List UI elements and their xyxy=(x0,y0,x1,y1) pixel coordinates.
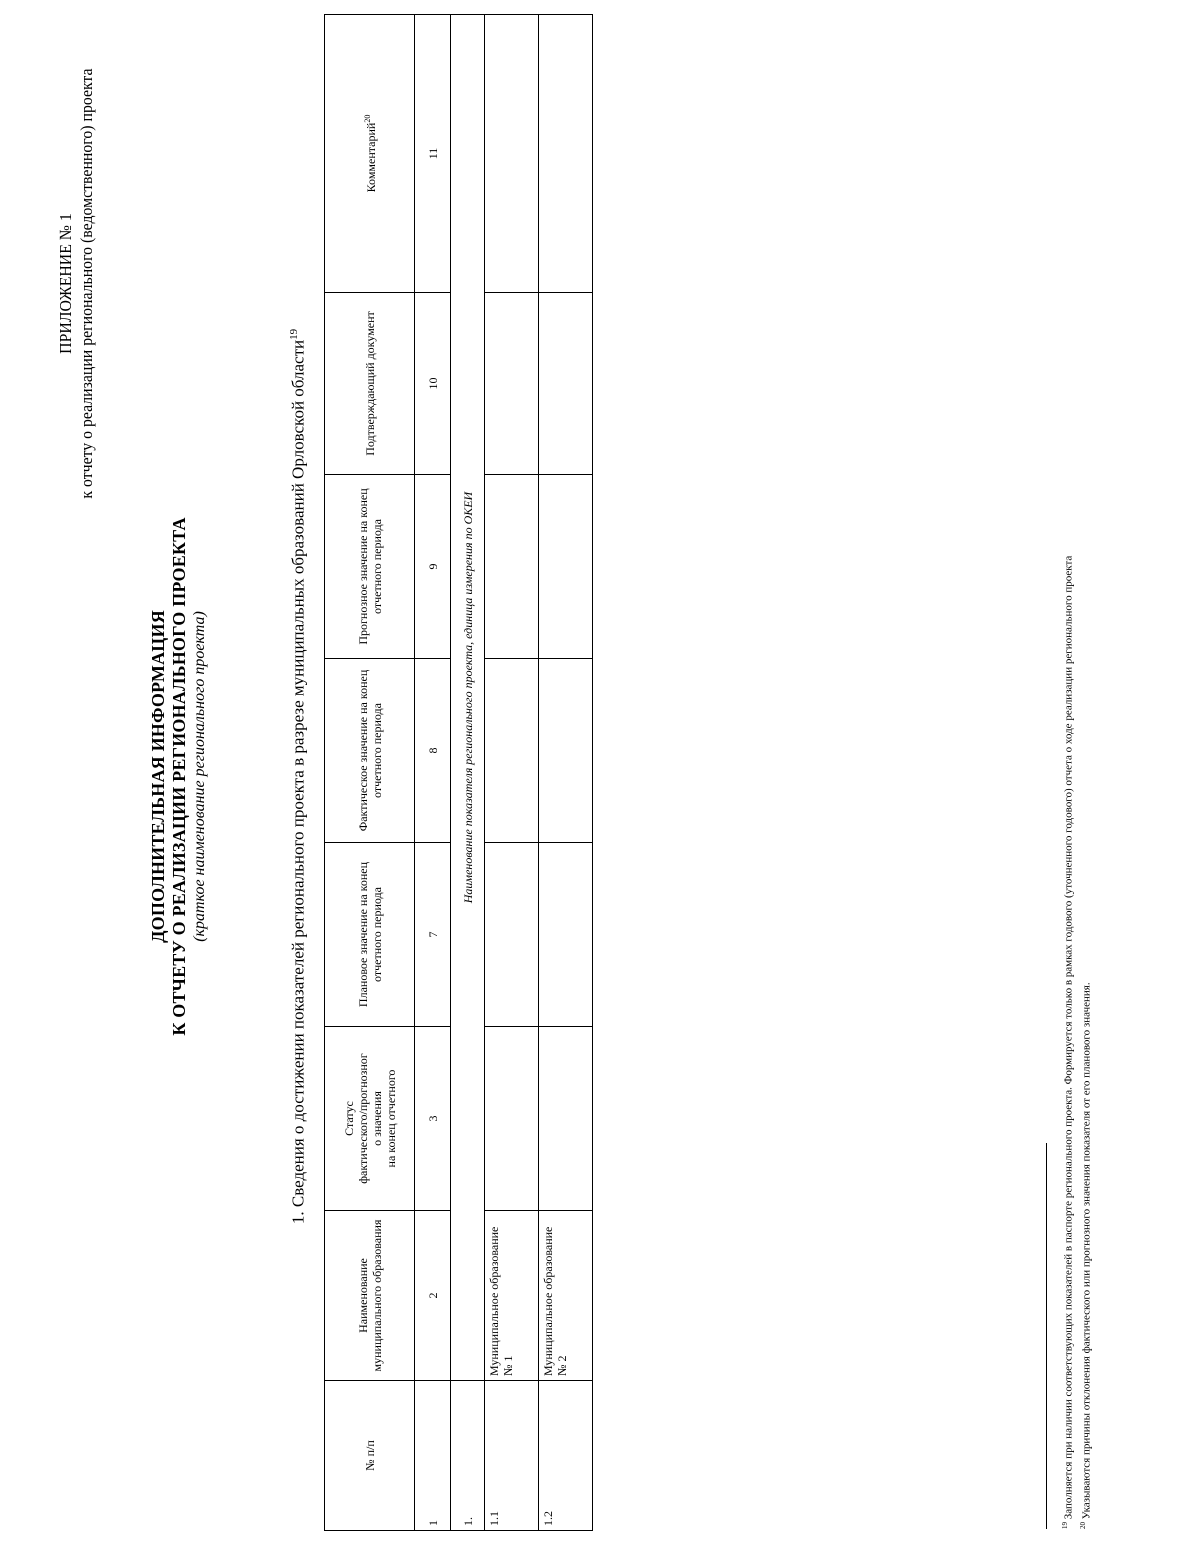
row-planned-cell xyxy=(539,843,593,1027)
column-number: 10 xyxy=(415,293,451,475)
title-line-1: ДОПОЛНИТЕЛЬНАЯ ИНФОРМАЦИЯ xyxy=(148,610,168,943)
column-number: 8 xyxy=(415,659,451,843)
row-comment-cell xyxy=(485,15,539,293)
header-status-line: фактического/прогнозног xyxy=(355,1053,370,1184)
title-placeholder: (краткое наименование регионального проекта) xyxy=(191,611,208,942)
header-status-line: Статус xyxy=(341,1101,356,1136)
column-number: 9 xyxy=(415,475,451,659)
row-document-cell xyxy=(485,293,539,475)
footnote-text: Заполняется при наличии соответствующих показателей в паспорте регионального проекта. Формируется только в рамках годового (уточненного годового) отчета о ходе реализации регионального проекта xyxy=(1062,555,1075,1520)
row-number: 1.2 xyxy=(539,1381,593,1531)
header-comment-text: Комментарий xyxy=(364,122,378,193)
header-status xyxy=(325,1027,415,1211)
row-forecast-cell xyxy=(485,475,539,659)
row-municipality: Муниципальное образование № 1 xyxy=(485,1211,539,1381)
indicator-number: 1. xyxy=(451,1381,485,1531)
header-status-line: на конец отчетного xyxy=(383,1069,398,1168)
section-heading xyxy=(284,0,309,1553)
footnotes xyxy=(1058,556,1093,1529)
row-document-cell xyxy=(539,293,593,475)
appendix-number: ПРИЛОЖЕНИЕ № 1 xyxy=(56,212,75,354)
column-number-row xyxy=(415,15,451,1531)
column-number: 7 xyxy=(415,843,451,1027)
footnote-text: Указываются причины отклонения фактического или прогнозного значения показателя от его планового значения. xyxy=(1080,982,1093,1520)
header-document: Подтверждающий документ xyxy=(325,293,415,475)
indicator-row xyxy=(451,15,485,1531)
row-forecast-cell xyxy=(539,475,593,659)
column-number: 11 xyxy=(415,15,451,293)
title-line-2: К ОТЧЕТУ О РЕАЛИЗАЦИИ РЕГИОНАЛЬНОГО ПРОЕКТА xyxy=(169,517,189,1036)
column-number: 2 xyxy=(415,1211,451,1381)
header-planned-value: Плановое значение на конец отчетного периода xyxy=(325,843,415,1027)
section-heading-text: 1. Сведения о достижении показателей регионального проекта в разрезе муниципальных образований Орловской области xyxy=(288,339,308,1225)
footnote-divider xyxy=(1046,1143,1047,1529)
column-number: 3 xyxy=(415,1027,451,1211)
column-number: 1 xyxy=(415,1381,451,1531)
section-footnote-ref: 19 xyxy=(288,328,300,340)
footnote xyxy=(1058,556,1076,1529)
row-actual-cell xyxy=(539,659,593,843)
header-number: № п/п xyxy=(325,1381,415,1531)
appendix-subtitle: к отчету о реализации регионального (ведомственного) проекта xyxy=(77,68,96,499)
row-actual-cell xyxy=(485,659,539,843)
header-actual-value: Фактическое значение на конец отчетного периода xyxy=(325,659,415,843)
indicators-table xyxy=(324,14,593,1531)
row-comment-cell xyxy=(539,15,593,293)
footnote-mark: 19 xyxy=(1061,1522,1069,1529)
table-row xyxy=(539,15,593,1531)
header-status-line: о значения xyxy=(369,1091,384,1146)
header-forecast-value: Прогнозное значение на конец отчетного периода xyxy=(325,475,415,659)
header-comment xyxy=(325,15,415,293)
row-number: 1.1 xyxy=(485,1381,539,1531)
row-status-cell xyxy=(539,1027,593,1211)
header-comment-ref: 20 xyxy=(363,114,372,123)
row-municipality: Муниципальное образование № 2 xyxy=(539,1211,593,1381)
row-planned-cell xyxy=(485,843,539,1027)
table-header-row xyxy=(325,15,415,1531)
footnote-mark: 20 xyxy=(1078,1522,1087,1529)
table-row xyxy=(485,15,539,1531)
appendix-note xyxy=(55,68,97,498)
indicator-name: Наименование показателя регионального проекта, единица измерения по ОКЕИ xyxy=(451,15,485,1381)
row-status-cell xyxy=(485,1027,539,1211)
document-title xyxy=(148,0,209,1553)
header-municipality: Наименование муниципального образования xyxy=(325,1211,415,1381)
footnote xyxy=(1076,556,1094,1529)
